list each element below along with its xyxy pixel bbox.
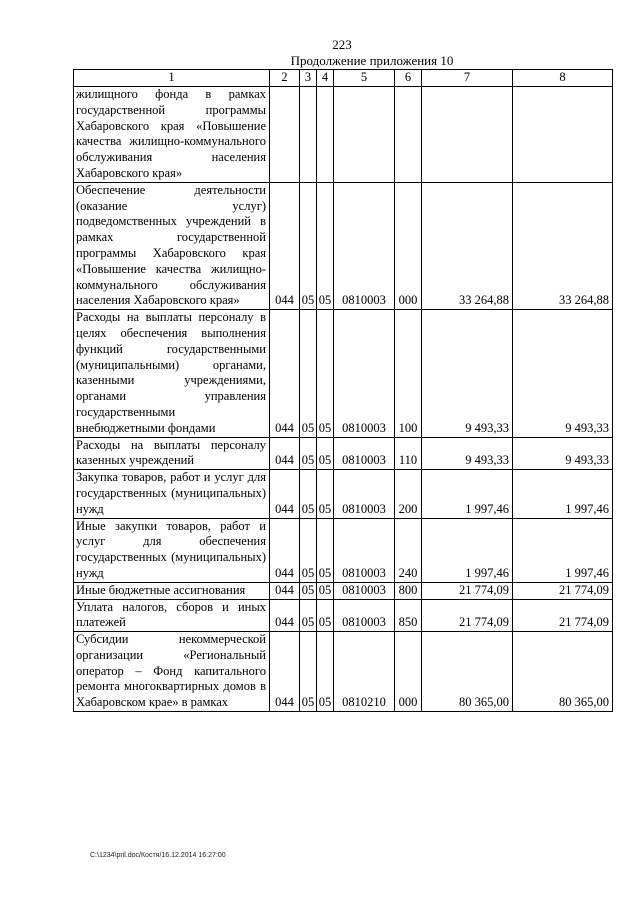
cell-description: Иные закупки товаров, работ и услуг для обеспечения государственных (муниципальных) нужд [74, 518, 270, 582]
cell-section: 05 [300, 310, 317, 437]
cell-amount-total: 33 264,88 [513, 182, 613, 309]
budget-table [73, 69, 613, 712]
cell-amount: 21 774,09 [422, 599, 513, 632]
table-row [74, 87, 613, 183]
cell-code: 044 [270, 518, 300, 582]
cell-amount-total: 21 774,09 [513, 582, 613, 599]
cell-amount-total: 21 774,09 [513, 599, 613, 632]
cell-amount [422, 87, 513, 183]
cell-code: 044 [270, 470, 300, 518]
cell-expense-type: 000 [395, 182, 422, 309]
cell-subsection: 05 [317, 518, 334, 582]
cell-code [270, 87, 300, 183]
cell-target-article: 0810003 [334, 518, 395, 582]
cell-expense-type: 240 [395, 518, 422, 582]
cell-subsection: 05 [317, 437, 334, 470]
cell-description: Закупка товаров, работ и услуг для государственных (муниципальных) нужд [74, 470, 270, 518]
cell-amount: 9 493,33 [422, 437, 513, 470]
cell-target-article: 0810003 [334, 470, 395, 518]
table-row [74, 182, 613, 309]
cell-subsection: 05 [317, 632, 334, 712]
header-cell: 3 [300, 70, 317, 87]
cell-description: жилищного фонда в рамках государственной программы Хабаровского края «Повышение качества жилищно-коммунального обслуживания населения Хабаровского края» [74, 87, 270, 183]
header-cell: 2 [270, 70, 300, 87]
cell-amount: 33 264,88 [422, 182, 513, 309]
cell-section: 05 [300, 437, 317, 470]
cell-amount-total: 9 493,33 [513, 437, 613, 470]
cell-target-article: 0810003 [334, 599, 395, 632]
cell-subsection: 05 [317, 582, 334, 599]
cell-code: 044 [270, 632, 300, 712]
table-row [74, 437, 613, 470]
cell-expense-type: 850 [395, 599, 422, 632]
cell-target-article: 0810003 [334, 182, 395, 309]
cell-target-article: 0810210 [334, 632, 395, 712]
cell-subsection [317, 87, 334, 183]
table-row [74, 632, 613, 712]
header-row [74, 70, 613, 87]
table-row [74, 310, 613, 437]
cell-expense-type: 110 [395, 437, 422, 470]
header-cell: 6 [395, 70, 422, 87]
cell-section: 05 [300, 599, 317, 632]
table-row [74, 582, 613, 599]
table-body [74, 87, 613, 712]
cell-target-article: 0810003 [334, 582, 395, 599]
cell-expense-type [395, 87, 422, 183]
cell-subsection: 05 [317, 470, 334, 518]
cell-code: 044 [270, 582, 300, 599]
cell-description: Расходы на выплаты персоналу в целях обеспечения выполнения функций государственными (муниципальными) органами, казенными учреждениями, органами управления государственными внебюджетными фондами [74, 310, 270, 437]
cell-section [300, 87, 317, 183]
cell-amount: 80 365,00 [422, 632, 513, 712]
cell-expense-type: 000 [395, 632, 422, 712]
page-number: 223 [332, 37, 352, 52]
cell-target-article: 0810003 [334, 310, 395, 437]
cell-amount-total: 9 493,33 [513, 310, 613, 437]
header-cell: 5 [334, 70, 395, 87]
cell-description: Иные бюджетные ассигнования [74, 582, 270, 599]
header-cell: 1 [74, 70, 270, 87]
cell-subsection: 05 [317, 599, 334, 632]
continuation-title: Продолжение приложения 10 [290, 53, 454, 68]
cell-subsection: 05 [317, 182, 334, 309]
cell-section: 05 [300, 582, 317, 599]
cell-amount-total: 80 365,00 [513, 632, 613, 712]
cell-section: 05 [300, 632, 317, 712]
header-cell: 4 [317, 70, 334, 87]
cell-code: 044 [270, 599, 300, 632]
file-path-footer: C:\1234\pril.doc/Костя/16.12.2014 16:27:00 [90, 852, 226, 859]
cell-target-article [334, 87, 395, 183]
cell-amount-total: 1 997,46 [513, 470, 613, 518]
cell-amount: 1 997,46 [422, 470, 513, 518]
cell-subsection: 05 [317, 310, 334, 437]
cell-description: Уплата налогов, сборов и иных платежей [74, 599, 270, 632]
table-row [74, 518, 613, 582]
cell-amount-total: 1 997,46 [513, 518, 613, 582]
cell-target-article: 0810003 [334, 437, 395, 470]
table-row [74, 470, 613, 518]
cell-description: Субсидии некоммерческой организации «Региональный оператор – Фонд капитального ремонта многоквартирных домов в Хабаровском крае» в рамках [74, 632, 270, 712]
cell-section: 05 [300, 470, 317, 518]
cell-amount: 21 774,09 [422, 582, 513, 599]
header-cell: 7 [422, 70, 513, 87]
cell-amount-total [513, 87, 613, 183]
cell-amount: 1 997,46 [422, 518, 513, 582]
cell-expense-type: 800 [395, 582, 422, 599]
header-cell: 8 [513, 70, 613, 87]
cell-section: 05 [300, 182, 317, 309]
cell-description: Расходы на выплаты персоналу казенных учреждений [74, 437, 270, 470]
cell-section: 05 [300, 518, 317, 582]
table-row [74, 599, 613, 632]
cell-code: 044 [270, 310, 300, 437]
cell-code: 044 [270, 437, 300, 470]
cell-description: Обеспечение деятельности (оказание услуг) подведомственных учреждений в рамках государственной программы Хабаровского края «Повышение качества жилищно-коммунального обслуживания населения Хабаровского края» [74, 182, 270, 309]
cell-amount: 9 493,33 [422, 310, 513, 437]
cell-expense-type: 200 [395, 470, 422, 518]
cell-code: 044 [270, 182, 300, 309]
cell-expense-type: 100 [395, 310, 422, 437]
